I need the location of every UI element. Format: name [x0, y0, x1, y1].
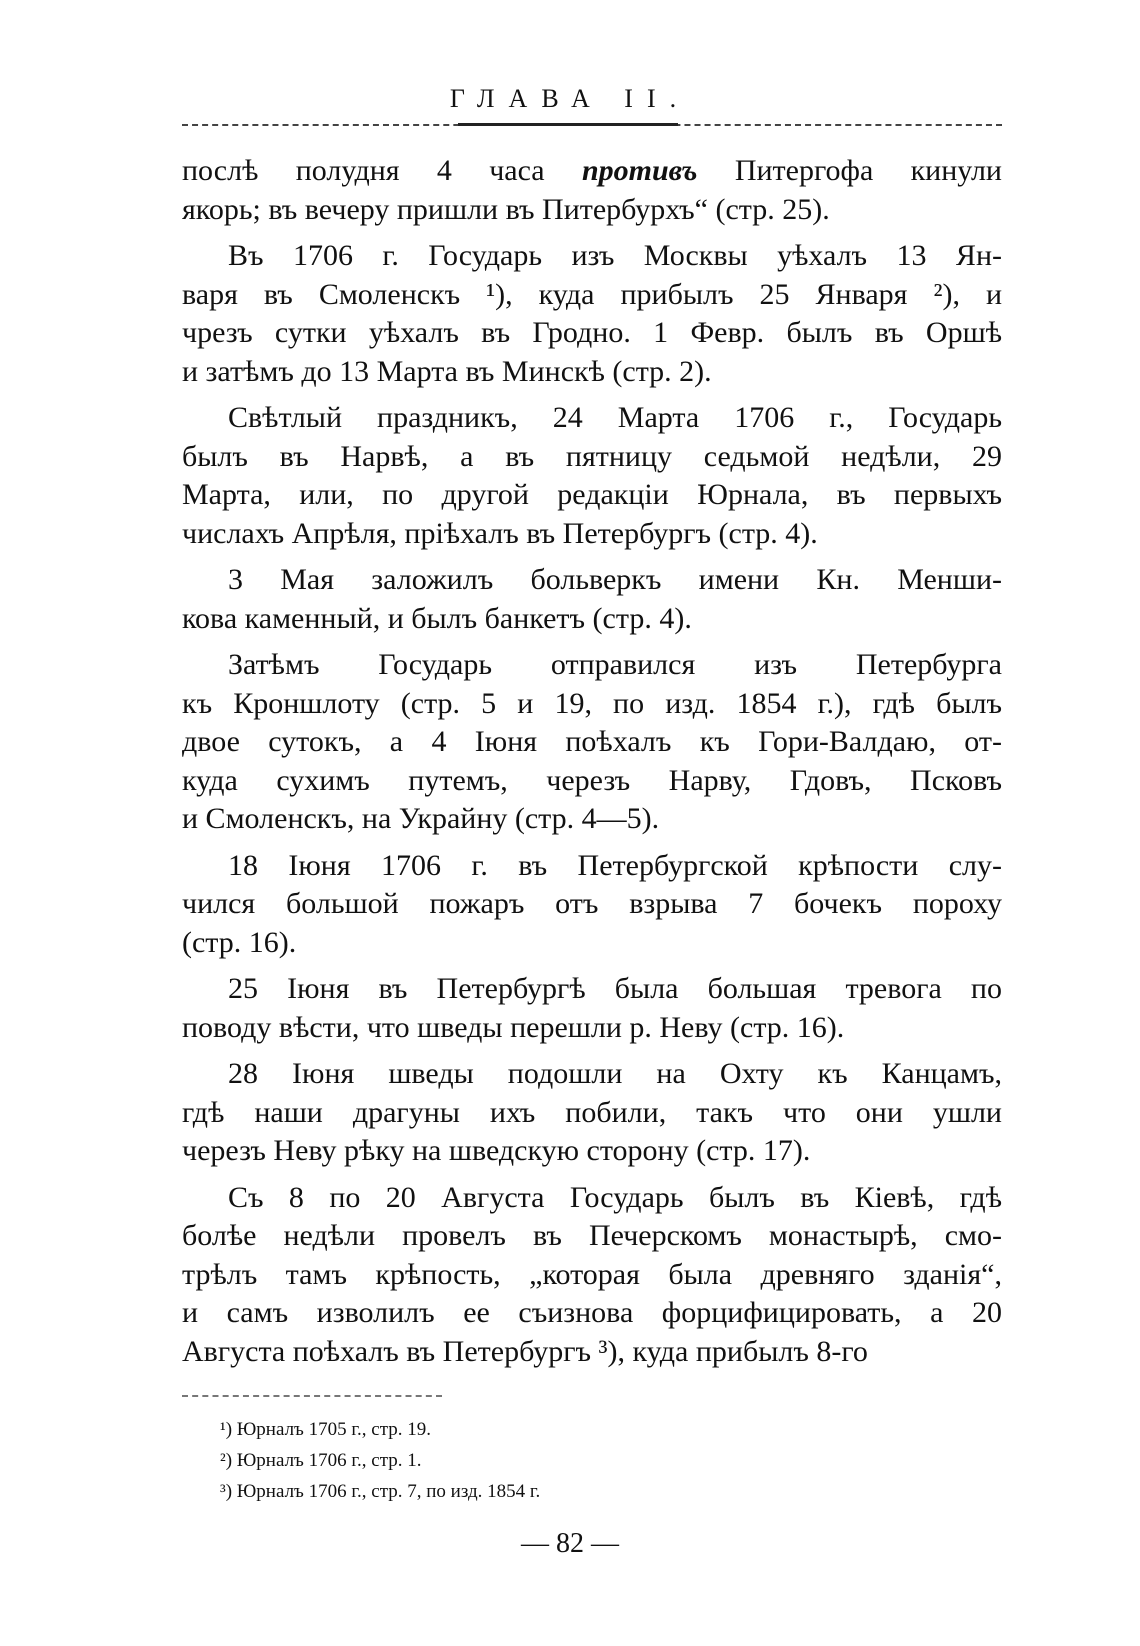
footnote-1: ¹) Юрналъ 1705 г., стр. 19. [220, 1419, 431, 1440]
text-line: 25 Іюня въ Петербургѣ была большая тревога по [228, 972, 1002, 1005]
footnote-3: ³) Юрналъ 1706 г., стр. 7, по изд. 1854 г. [220, 1481, 541, 1502]
paragraph [182, 1055, 1002, 1171]
running-head: ГЛАВА II. [449, 84, 691, 113]
text-line: 28 Іюня шведы подошли на Охту къ Канцамъ, [228, 1057, 1002, 1090]
text-line: Съ 8 по 20 Августа Государь былъ въ Кіевѣ, гдѣ [228, 1180, 1002, 1214]
footnote-2: ²) Юрналъ 1706 г., стр. 1. [220, 1450, 422, 1471]
text-line: чился большой пожаръ отъ взрыва 7 бочекъ пороху [182, 887, 1002, 920]
footnote-rule [182, 1395, 442, 1397]
header-rule-accent [458, 123, 678, 126]
text-line: чрезъ сутки уѣхалъ въ Гродно. 1 Февр. былъ въ Оршѣ [182, 316, 1002, 349]
paragraph [182, 399, 1002, 553]
text-line: Свѣтлый праздникъ, 24 Марта 1706 г., Государь [228, 401, 1002, 434]
paragraph [182, 1179, 1002, 1372]
text-line: и Смоленскъ, на Украйну (стр. 4—5). [182, 802, 660, 835]
text-line: Затѣмъ Государь отправился изъ Петербурга [228, 648, 1002, 681]
paragraph [182, 847, 1002, 963]
text-line: поводу вѣсти, что шведы перешли р. Неву (стр. 16). [182, 1010, 845, 1044]
text-run: послѣ полудня 4 часа [182, 154, 582, 187]
text-line: числахъ Апрѣля, пріѣхалъ въ Петербургъ (стр. 4). [182, 516, 818, 550]
text-line: 18 Іюня 1706 г. въ Петербургской крѣпости слу- [228, 848, 1002, 882]
body-text [182, 152, 1002, 1379]
text-line: трѣлъ тамъ крѣпость, „которая была древняго зданія“, [182, 1257, 1002, 1291]
paragraph [182, 970, 1002, 1047]
text-line: Августа поѣхалъ въ Петербургъ ³), куда прибылъ 8-го [182, 1334, 868, 1368]
text-line [182, 152, 1002, 191]
emphasized-word: противъ [581, 154, 698, 187]
text-line: Марта, или, по другой редакціи Юрнала, въ первыхъ [182, 478, 1002, 511]
text-line: къ Кроншлоту (стр. 5 и 19, по изд. 1854 г.), гдѣ былъ [182, 686, 1002, 720]
text-line: (стр. 16). [182, 925, 297, 959]
text-line: двое сутокъ, а 4 Іюня поѣхалъ къ Гори-Валдаю, от- [182, 725, 1002, 758]
text-line: Въ 1706 г. Государь изъ Москвы уѣхалъ 13 Ян- [228, 239, 1002, 272]
text-line: былъ въ Нарвѣ, а въ пятницу седьмой недѣли, 29 [182, 439, 1002, 473]
text-line: и самъ изволилъ ее съизнова форцифицировать, а 20 [182, 1296, 1002, 1329]
text-line: кова каменный, и былъ банкетъ (стр. 4). [182, 601, 692, 635]
text-line: черезъ Неву рѣку на шведскую сторону (стр. 17). [182, 1134, 811, 1167]
paragraph [182, 152, 1002, 229]
page-number: — 82 — [521, 1528, 619, 1559]
paragraph [182, 237, 1002, 391]
text-line: варя въ Смоленскъ ¹), куда прибылъ 25 Января ²), и [182, 277, 1002, 311]
text-line: и затѣмъ до 13 Марта въ Минскѣ (стр. 2). [182, 354, 712, 388]
text-line: якорь; въ вечеру пришли въ Питербурхъ“ (стр. 25). [182, 192, 830, 226]
paragraph [182, 561, 1002, 638]
text-line: болѣе недѣли провелъ въ Печерскомъ монастырѣ, смо- [182, 1219, 1002, 1252]
text-line: гдѣ наши драгуны ихъ побили, такъ что они ушли [182, 1095, 1002, 1129]
text-line: куда сухимъ путемъ, черезъ Нарву, Гдовъ, Псковъ [182, 763, 1002, 797]
footnotes [220, 1414, 540, 1507]
text-line: 3 Мая заложилъ больверкъ имени Кн. Менши- [228, 563, 1002, 596]
paragraph [182, 646, 1002, 839]
text-run: Питергофа кинули [697, 154, 1002, 187]
